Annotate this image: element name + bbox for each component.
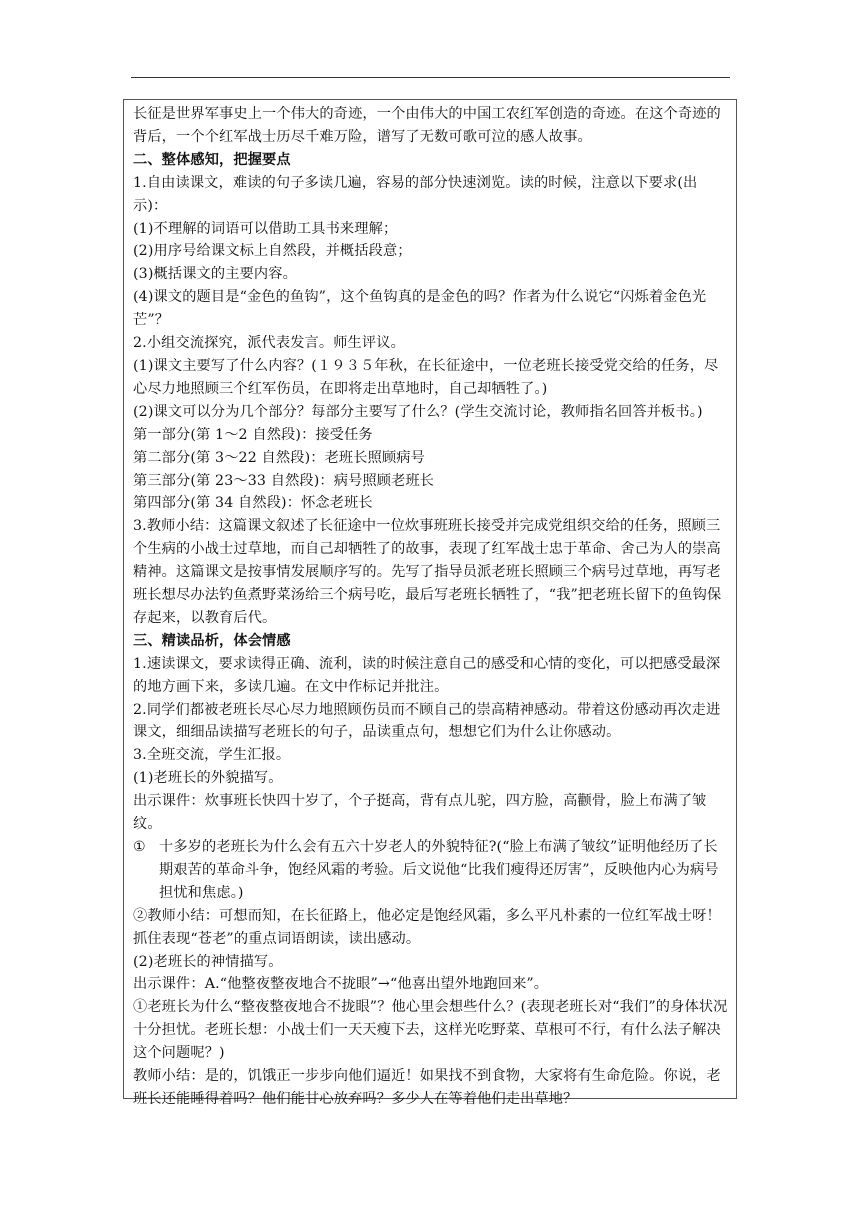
step-speed-reading: 1.速读课文，要求读得正确、流利，读的时候注意自己的感受和心情的变化，可以把感受最深的地方画下来，多读几遍。在文中作标记并批注。 [133,655,721,695]
requirement-4: (4)课文的题目是“金色的鱼钩”，这个鱼钩真的是金色的吗？作者为什么说它“闪烁着金色光芒”？ [133,289,707,329]
intro-paragraph: 长征是世界军事史上一个伟大的奇迹，一个由伟大的中国工农红军创造的奇迹。在这个奇迹的背后，一个个红军战士历尽千难万险，谱写了无数可歌可泣的感人故事。 [133,106,721,145]
part-three: 第三部分(第 23～33 自然段)：病号照顾老班长 [133,472,435,489]
question-parts: (2)课文可以分为几个部分？每部分主要写了什么？(学生交流讨论，教师指名回答并板书。) [133,403,703,420]
teacher-summary-1: 3.教师小结：这篇课文叙述了长征途中一位炊事班班长接受并完成党组织交给的任务，照顾三个生病的小战士过草地，而自己却牺牲了的故事，表现了红军战士忠于革命、舍己为人的崇高精神。这篇课文是按事情发展顺序写的。先写了指导员派老班长照顾三个病号过草地，再写老班长想尽办法钓鱼煮野菜汤给三个病号吃，最后写老班长牺牲了，“我”把老班长留下的鱼钩保存起来，以教育后代。 [133,518,722,626]
part-two: 第二部分(第 3～22 自然段)：老班长照顾病号 [133,449,425,466]
appearance-question-text: 十多岁的老班长为什么会有五六十岁老人的外貌特征?(“脸上布满了皱纹”证明他经历了长期艰苦的革命斗争，饱经风霜的考验。后文说他“比我们瘦得还厉害”，反映他内心为病号担忧和焦虑。) [159,839,719,901]
step-free-reading: 1.自由读课文，难读的句子多读几遍，容易的部分快速浏览。读的时候，注意以下要求(出示)： [133,174,698,214]
part-four: 第四部分(第 34 自然段)：怀念老班长 [133,495,373,512]
part-one: 第一部分(第 1～2 自然段)：接受任务 [133,426,373,443]
requirement-1: (1)不理解的词语可以借助工具书来理解； [133,220,398,237]
step-reread: 2.同学们都被老班长尽心尽力地照顾伤员而不顾自己的崇高精神感动。带着这份感动再次走进课文，细细品读描写老班长的句子，品读重点句，想想它们为什么让你感动。 [133,701,721,741]
expression-summary: 教师小结：是的，饥饿正一步步向他们逼近！如果找不到食物，大家将有生命危险。你说，老班长还能睡得着吗？他们能甘心放弃吗？多少人在等着他们走出草地？ [133,1068,721,1107]
appearance-slide: 出示课件：炊事班长快四十岁了，个子挺高，背有点儿驼，四方脸，高颧骨，脸上布满了皱纹。 [133,793,707,833]
requirement-3: (3)概括课文的主要内容。 [133,266,297,283]
circled-number-marker: ① [133,839,146,855]
appearance-description-heading: (1)老班长的外貌描写。 [133,770,283,787]
header-rule [131,77,730,78]
requirement-2: (2)用序号给课文标上自然段，并概括段意； [133,243,412,260]
lesson-content-box [123,99,737,1107]
expression-question: ①老班长为什么“整夜整夜地合不拢眼”？他心里会想些什么？(表现老班长对“我们”的身体状况十分担忧。老班长想：小战士们一天天瘦下去，这样光吃野菜、草根可不行，有什么法子解决这个问题呢？) [133,999,728,1062]
step-class-share: 3.全班交流，学生汇报。 [133,747,291,764]
expression-slide: 出示课件：A.“他整夜整夜地合不拢眼”→“他喜出望外地跑回来”。 [133,976,549,993]
expression-description-heading: (2)老班长的神情描写。 [133,953,283,970]
section-heading-close-reading: 三、精读品析，体会情感 [133,632,291,649]
appearance-summary: ②教师小结：可想而知，在长征路上，他必定是饱经风霜，多么平凡朴素的一位红军战士呀！抓住表现“苍老”的重点词语朗读，读出感动。 [133,907,721,947]
question-main-content: (1)课文主要写了什么内容？(１９３５年秋，在长征途中，一位老班长接受党交给的任务，尽心尽力地照顾三个红军伤员，在即将走出草地时，自己却牺牲了。) [133,357,719,397]
section-heading-overall-perception: 二、整体感知，把握要点 [133,151,291,168]
step-group-discussion: 2.小组交流探究，派代表发言。师生评议。 [133,335,405,352]
appearance-question [133,836,730,905]
